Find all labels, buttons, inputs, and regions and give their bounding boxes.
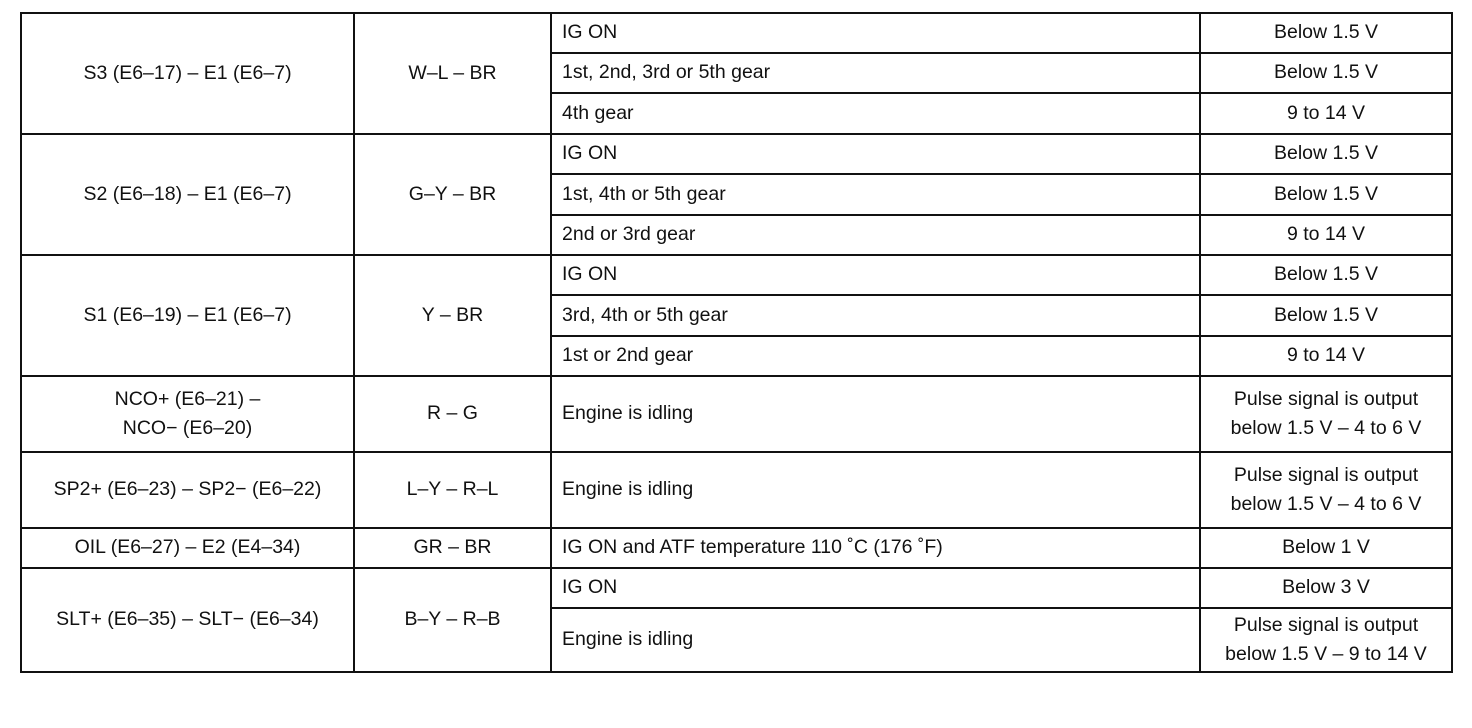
spec-line: Pulse signal is output (1233, 463, 1419, 486)
table-row (21, 528, 1452, 568)
wiring-color-cell: L–Y – R–L (354, 452, 551, 528)
terminal-cell (21, 376, 354, 452)
condition-cell: IG ON (551, 568, 1200, 608)
ecm-terminal-voltage-table (20, 12, 1453, 673)
condition-cell: Engine is idling (551, 452, 1200, 528)
condition-cell: IG ON (551, 13, 1200, 53)
spec-line: Pulse signal is output (1233, 387, 1419, 410)
condition-cell: Engine is idling (551, 608, 1200, 672)
specified-condition-cell (1200, 452, 1452, 528)
table-row (21, 13, 1452, 53)
condition-cell: IG ON (551, 134, 1200, 174)
condition-cell: 1st, 2nd, 3rd or 5th gear (551, 53, 1200, 93)
specified-condition-cell: 9 to 14 V (1200, 336, 1452, 376)
specified-condition-cell: Below 1.5 V (1200, 295, 1452, 336)
table-row (21, 452, 1452, 528)
spec-line: below 1.5 V – 4 to 6 V (1230, 493, 1422, 515)
terminal-cell: OIL (E6–27) – E2 (E4–34) (21, 528, 354, 568)
wiring-color-cell: GR – BR (354, 528, 551, 568)
wiring-color-cell: W–L – BR (354, 13, 551, 134)
condition-cell: IG ON (551, 255, 1200, 295)
spec-line: below 1.5 V – 4 to 6 V (1230, 417, 1422, 439)
wiring-color-cell: Y – BR (354, 255, 551, 376)
wiring-color-cell: R – G (354, 376, 551, 452)
condition-cell: 2nd or 3rd gear (551, 215, 1200, 255)
table-row (21, 376, 1452, 452)
table-row (21, 568, 1452, 608)
terminal-cell: SP2+ (E6–23) – SP2− (E6–22) (21, 452, 354, 528)
specified-condition-cell: Below 1.5 V (1200, 174, 1452, 215)
specified-condition-cell: Below 1.5 V (1200, 255, 1452, 295)
specified-condition-cell: Below 1.5 V (1200, 134, 1452, 174)
terminal-line: NCO− (E6–20) (122, 417, 253, 439)
terminal-cell: S2 (E6–18) – E1 (E6–7) (21, 134, 354, 255)
table-row (21, 134, 1452, 174)
wiring-color-cell: B–Y – R–B (354, 568, 551, 672)
specified-condition-cell: 9 to 14 V (1200, 93, 1452, 134)
specified-condition-cell: Below 1 V (1200, 528, 1452, 568)
condition-cell: 3rd, 4th or 5th gear (551, 295, 1200, 336)
specified-condition-cell: Below 1.5 V (1200, 53, 1452, 93)
condition-cell: Engine is idling (551, 376, 1200, 452)
specified-condition-cell: Below 3 V (1200, 568, 1452, 608)
spec-line: Pulse signal is output (1233, 613, 1419, 636)
specified-condition-cell (1200, 608, 1452, 672)
condition-cell: IG ON and ATF temperature 110 ˚C (176 ˚F) (551, 528, 1200, 568)
terminal-cell: SLT+ (E6–35) – SLT− (E6–34) (21, 568, 354, 672)
wiring-color-cell: G–Y – BR (354, 134, 551, 255)
specified-condition-cell: 9 to 14 V (1200, 215, 1452, 255)
spec-line: below 1.5 V – 9 to 14 V (1225, 643, 1427, 665)
terminal-cell: S3 (E6–17) – E1 (E6–7) (21, 13, 354, 134)
specified-condition-cell (1200, 376, 1452, 452)
condition-cell: 1st or 2nd gear (551, 336, 1200, 376)
specified-condition-cell: Below 1.5 V (1200, 13, 1452, 53)
terminal-line: NCO+ (E6–21) – (114, 387, 261, 410)
table-row (21, 255, 1452, 295)
condition-cell: 1st, 4th or 5th gear (551, 174, 1200, 215)
terminal-cell: S1 (E6–19) – E1 (E6–7) (21, 255, 354, 376)
condition-cell: 4th gear (551, 93, 1200, 134)
